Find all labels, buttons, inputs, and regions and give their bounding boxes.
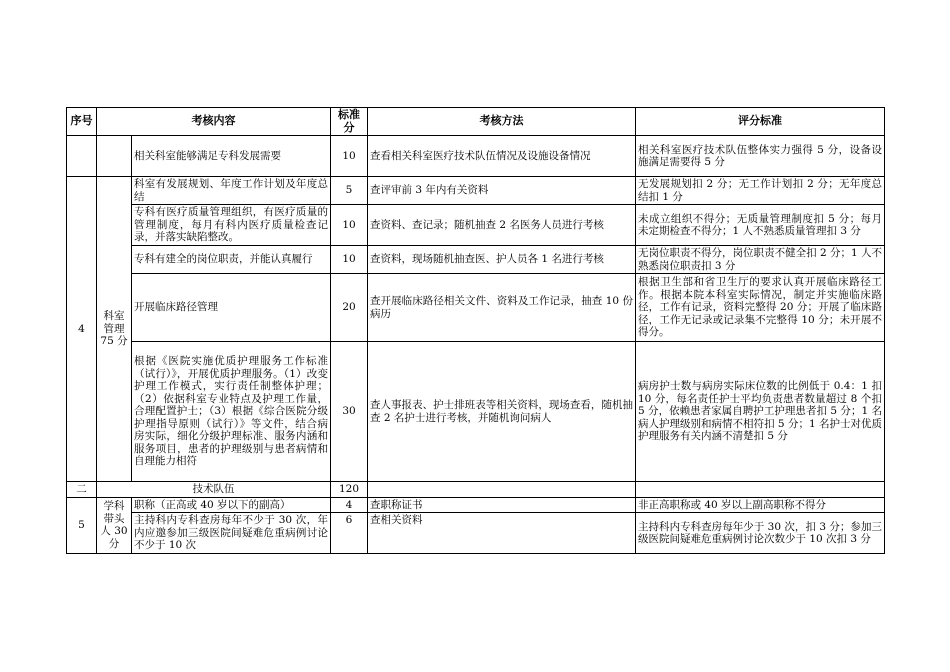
section2-criteria-empty <box>636 482 885 498</box>
table-row <box>67 205 885 246</box>
row-criteria: 未成立组织不得分；无质量管理制度扣 5 分；每月未定期检查不得分；1 人不熟悉质量管理扣 3 分 <box>636 205 885 246</box>
header-no: 序号 <box>67 108 97 136</box>
section2-score: 120 <box>331 482 368 498</box>
row-score: 20 <box>331 274 368 342</box>
row-method: 查职称证书 <box>368 497 636 513</box>
row-content: 专科有医疗质量管理组织，有医疗质量的管理制度，每月有科内医疗质量检查记录，并落实缺陷整改。 <box>132 205 331 246</box>
table-row <box>67 513 885 554</box>
row-criteria: 根据卫生部和省卫生厅的要求认真开展临床路径工作。根据本院本科室实际情况，制定并实施临床路径，工作有记录，资料完整得 20 分；开展了临床路径，工作无记录或记录集不完整得 10 分；未开展不得分。 <box>636 274 885 342</box>
table-row <box>67 274 885 342</box>
row-criteria: 病房护士数与病房实际床位数的比例低于 0.4：1 扣 10 分，每名责任护士平均负责患者数量超过 8 个扣 5 分，依赖患者家属自聘护工护理患者扣 5 分；1 名病人护理级别和病情不相符扣 5 分；1 名护士对优质护理服务有关内涵不清楚扣 5 分 <box>636 342 885 482</box>
table-row <box>67 497 885 513</box>
table-row <box>67 246 885 274</box>
section2-method-empty <box>368 482 636 498</box>
row-criteria: 主持科内专科查房每年少于 30 次，扣 3 分；参加三级医院间疑难危重病例讨论次数少于 10 次扣 3 分 <box>636 513 885 554</box>
row-group-empty <box>97 136 132 177</box>
header-content: 考核内容 <box>97 108 331 136</box>
row-score: 4 <box>331 497 368 513</box>
row-score: 10 <box>331 246 368 274</box>
row-no-empty <box>67 136 97 177</box>
table-row <box>67 136 885 177</box>
header-row <box>67 108 885 136</box>
assessment-table <box>66 107 885 554</box>
group4-no: 4 <box>67 177 97 482</box>
section2-no: 二 <box>67 482 97 498</box>
header-method: 考核方法 <box>368 108 636 136</box>
row-method: 查开展临床路径相关文件、资料及工作记录，抽查 10 份病历 <box>368 274 636 342</box>
row-score: 10 <box>331 136 368 177</box>
table-row <box>67 342 885 482</box>
row-method: 查评审前 3 年内有关资料 <box>368 177 636 205</box>
row-content: 根据《医院实施优质护理服务工作标准（试行）》，开展优质护理服务。（1）改变护理工作模式，实行责任制整体护理；（2）依据科室专业特点及护理工作量，合理配置护士；（3）根据《综合医院分级护理指导原则（试行）》等文件，结合病房实际，细化分级护理标准、服务内涵和服务项目，患者的护理级别与患者病情和自理能力相符 <box>132 342 331 482</box>
row-score: 6 <box>331 513 368 554</box>
row-content: 专科有建全的岗位职责，并能认真履行 <box>132 246 331 274</box>
group5-label: 学科带头人 30 分 <box>97 497 132 554</box>
row-method: 查看相关科室医疗技术队伍情况及设施设备情况 <box>368 136 636 177</box>
row-method: 查资料、查记录；随机抽查 2 名医务人员进行考核 <box>368 205 636 246</box>
row-score: 30 <box>331 342 368 482</box>
row-criteria: 无发展规划扣 2 分；无工作计划扣 2 分；无年度总结扣 1 分 <box>636 177 885 205</box>
group4-label: 科室管理 75 分 <box>97 177 132 482</box>
header-criteria: 评分标准 <box>636 108 885 136</box>
row-score: 10 <box>331 205 368 246</box>
section2-label: 技术队伍 <box>97 482 331 498</box>
row-method: 查人事报表、护士排班表等相关资料，现场查看，随机抽查 2 名护士进行考核，并随机询问病人 <box>368 342 636 482</box>
row-criteria: 相关科室医疗技术队伍整体实力强得 5 分，设备设施满足需要得 5 分 <box>636 136 885 177</box>
table-row <box>67 177 885 205</box>
row-method: 查资料，现场随机抽查医、护人员各 1 名进行考核 <box>368 246 636 274</box>
group5-no: 5 <box>67 497 97 554</box>
row-content: 主持科内专科查房每年不少于 30 次，年内应邀参加三级医院间疑难危重病例讨论不少于 10 次 <box>132 513 331 554</box>
row-method: 查相关资料 <box>368 513 636 554</box>
header-score: 标准分 <box>331 108 368 136</box>
section-row <box>67 482 885 498</box>
row-content: 科室有发展规划、年度工作计划及年度总结 <box>132 177 331 205</box>
row-criteria: 非正高职称或 40 岁以上副高职称不得分 <box>636 497 885 513</box>
row-content: 相关科室能够满足专科发展需要 <box>132 136 331 177</box>
row-content: 职称（正高或 40 岁以下的副高） <box>132 497 331 513</box>
row-content: 开展临床路径管理 <box>132 274 331 342</box>
row-criteria: 无岗位职责不得分，岗位职责不健全扣 2 分；1 人不熟悉岗位职责扣 3 分 <box>636 246 885 274</box>
row-score: 5 <box>331 177 368 205</box>
